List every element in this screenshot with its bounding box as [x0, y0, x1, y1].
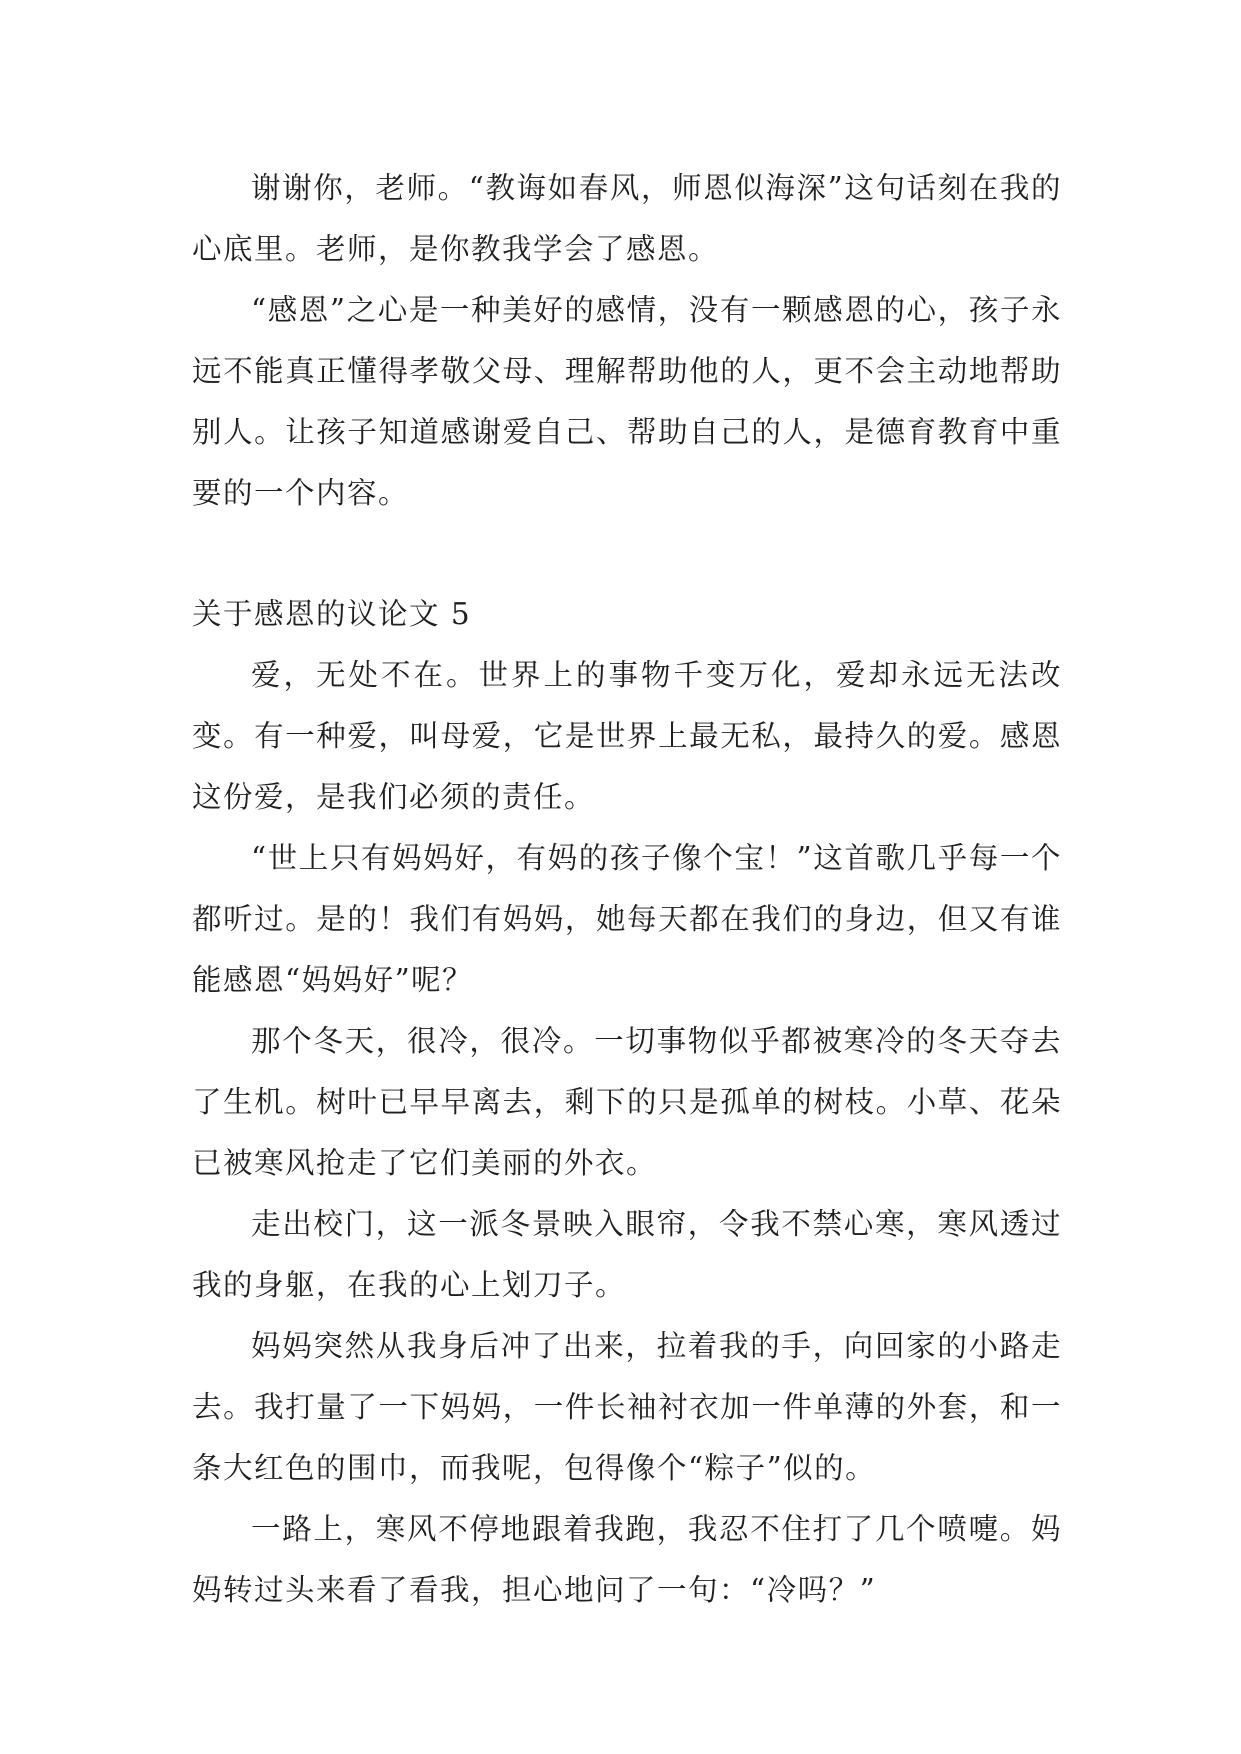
paragraph-thanks-teacher: 谢谢你，老师。“教诲如春风，师恩似海深”这句话刻在我的心底里。老师，是你教我学会了感恩。 [192, 171, 1062, 266]
paragraph-on-the-way: 一路上，寒风不停地跟着我跑，我忍不住打了几个喷嚏。妈妈转过头来看了看我，担心地问了一句：“冷吗？” [192, 1512, 1062, 1607]
paragraph-school-gate: 走出校门，这一派冬景映入眼帘，令我不禁心寒，寒风透过我的身躯，在我的心上划刀子。 [192, 1207, 1062, 1302]
paragraph-song: “世上只有妈妈好，有妈的孩子像个宝！”这首歌几乎每一个都听过。是的！我们有妈妈，她每天都在我们的身边，但又有谁能感恩“妈妈好”呢？ [192, 841, 1062, 997]
paragraph-mother-appears: 妈妈突然从我身后冲了出来，拉着我的手，向回家的小路走去。我打量了一下妈妈，一件长袖衬衣加一件单薄的外套，和一条大红色的围巾，而我呢，包得像个“粽子”似的。 [192, 1329, 1062, 1485]
section-title: 关于感恩的议论文 5 [192, 597, 472, 631]
paragraph-love-everywhere: 爱，无处不在。世界上的事物千变万化，爱却永远无法改变。有一种爱，叫母爱，它是世界上最无私，最持久的爱。感恩这份爱，是我们必须的责任。 [192, 658, 1062, 814]
paragraph-winter: 那个冬天，很冷，很冷。一切事物似乎都被寒冷的冬天夺去了生机。树叶已早早离去，剩下的只是孤单的树枝。小草、花朵已被寒风抢走了它们美丽的外衣。 [192, 1024, 1062, 1180]
paragraph-gratitude-heart: “感恩”之心是一种美好的感情，没有一颗感恩的心，孩子永远不能真正懂得孝敬父母、理解帮助他的人，更不会主动地帮助别人。让孩子知道感谢爱自己、帮助自己的人，是德育教育中重要的一个内容。 [192, 293, 1062, 510]
document-body [192, 158, 1062, 1621]
